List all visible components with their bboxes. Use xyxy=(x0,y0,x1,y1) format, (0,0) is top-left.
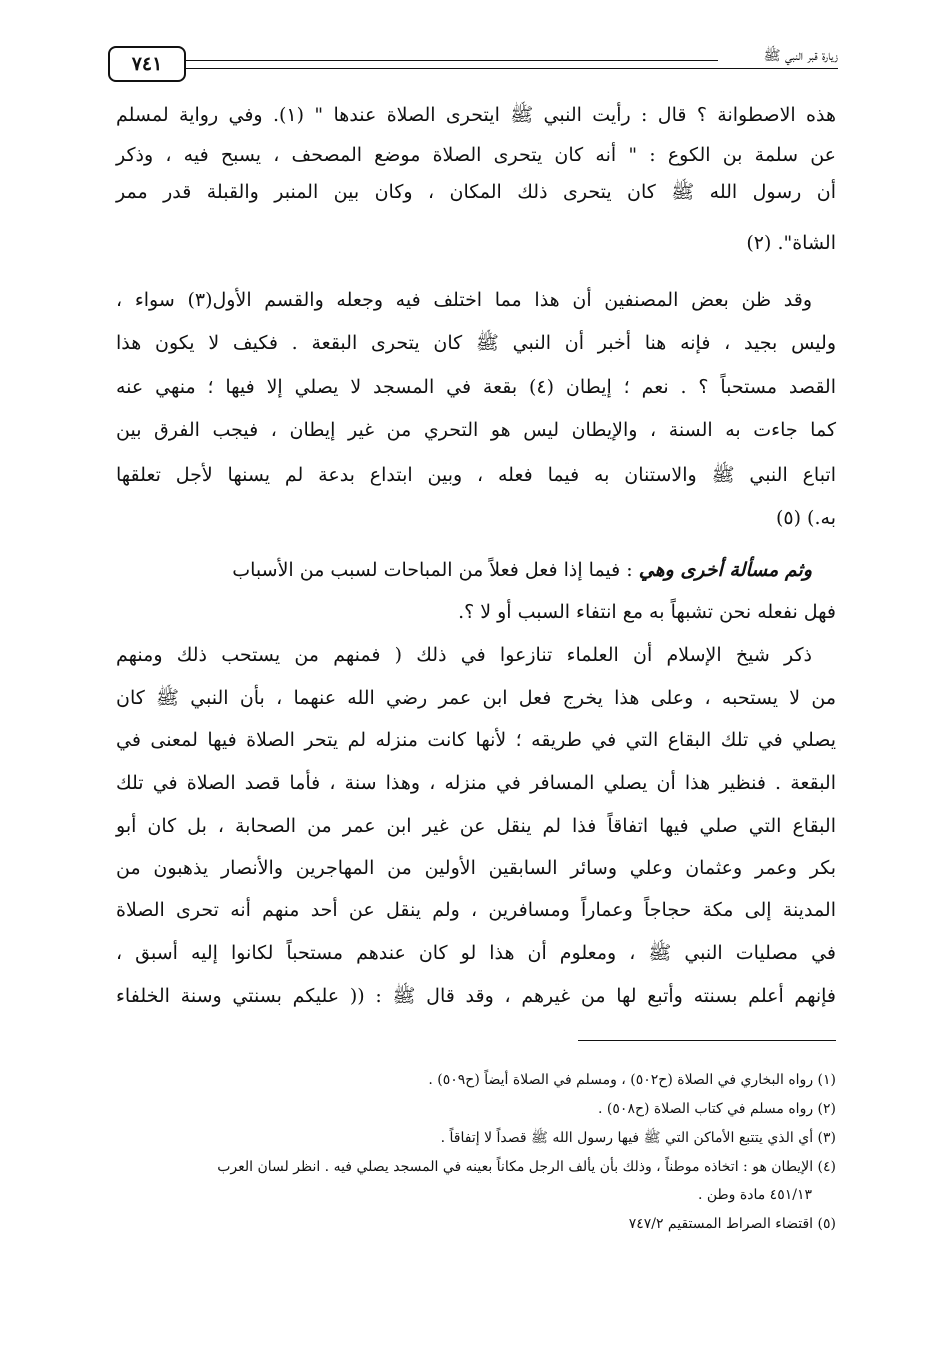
text-line: أن رسول الله ﷺ كان يتحرى ذلك المكان ، وكان بين المنبر والقبلة قدر ممر xyxy=(116,181,836,203)
text-line: البقعة . فنظير هذا أن يصلي المسافر في منزله ، وهذا سنة ، فأما قصد الصلاة في تلك xyxy=(116,772,836,794)
text-line: من لا يستحبه ، وعلى هذا يخرج فعل ابن عمر رضي الله عنهما ، بأن النبي ﷺ كان xyxy=(116,687,836,709)
footnote: (٣) أي الذي يتتبع الأماكن التي ﷺ فيها رسول الله ﷺ قصداً لا إتفاقاً . xyxy=(440,1130,836,1146)
text-line: البقاع التي صلي فيها اتفاقاً فذا لم ينقل عن غير ابن عمر من الصحابة ، بل كان أبو xyxy=(116,815,836,837)
text-span: : فيما إذا فعل فعلاً من المباحات لسبب من الأسباب xyxy=(232,559,639,581)
header-rule xyxy=(186,60,718,61)
footnote: (٢) رواه مسلم في كتاب الصلاة (ح٥٠٨) . xyxy=(598,1101,836,1117)
text-line xyxy=(116,555,836,585)
text-line: يصلي في تلك البقاع التي في طريقه ؛ لأنها كانت منزله لم يتحر الصلاة فيها لمعنى في xyxy=(116,729,836,751)
header-rule-lower xyxy=(186,68,838,69)
text-line: فهل نفعله نحن تشبهاً به مع انتفاء السبب أو لا ؟. xyxy=(458,601,836,623)
text-line: اتباع النبي ﷺ والاستنان به فيما فعله ، وبين ابتداع بدعة لم يسنها لأجل تعلقها xyxy=(116,464,836,486)
text-line: المدينة إلى مكة حجاجاً وعماراً ومسافرين ، ولم ينقل عن أحد منهم أنه تحرى الصلاة xyxy=(116,899,836,921)
text-line: في مصليات النبي ﷺ ، ومعلوم أن هذا لو كان عندهم مستحباً لكانوا إليه أسبق ، xyxy=(116,942,836,964)
running-title: زيارة قبر النبي ﷺ xyxy=(763,48,838,64)
text-line: به.) (٥) xyxy=(775,507,836,529)
text-line: ذكر شيخ الإسلام أن العلماء تنازعوا في ذلك ( فمنهم من يستحب ذلك ومنهم xyxy=(116,644,812,666)
footnote: (١) رواه البخاري في الصلاة (ح٥٠٢) ، ومسلم في الصلاة أيضاً (ح٥٠٩) . xyxy=(428,1072,836,1088)
text-line: عن سلمة بن الكوع : " أنه كان يتحرى الصلاة موضع المصحف ، يسبح فيه ، وذكر xyxy=(116,144,836,166)
text-line: فإنهم أعلم بسنته وأتبع لها من غيرهم ، وقد قال ﷺ : (( عليكم بسنتي وسنة الخلفاء xyxy=(116,985,836,1007)
text-line: الشاة". (٢) xyxy=(746,232,836,254)
footnote-continuation: ٤٥١/١٣ مادة وطن . xyxy=(697,1187,812,1203)
text-line: هذه الاصطوانة ؟ قال : رأيت النبي ﷺ ايتحرى الصلاة عندها " (١). وفي رواية لمسلم xyxy=(116,104,836,126)
footnote: (٥) اقتضاء الصراط المستقيم ٧٤٧/٢ xyxy=(628,1216,836,1232)
text-line: القصد مستحباً ؟ . نعم ؛ إيطان (٤) بقعة في المسجد لا يصلي إلا فيها ؛ منهي عنه xyxy=(116,376,836,398)
issue-heading: وثم مسألة أخرى وهي xyxy=(638,559,812,581)
footnote-separator xyxy=(578,1040,836,1041)
page-number: ٧٤١ xyxy=(108,46,186,82)
footnote: (٤) الإيطان هو : اتخاذه موطناً ، وذلك بأن يألف الرجل مكاناً بعينه في المسجد يصلي فيه . انظر لسان العرب xyxy=(217,1159,836,1175)
text-line: كما جاءت به السنة ، والإيطان ليس هو التحري من غير إيطان ، فيجب الفرق بين xyxy=(116,419,836,441)
text-line: وليس بجيد ، فإنه هنا أخبر أن النبي ﷺ كان يتحرى البقعة . فكيف لا يكون هذا xyxy=(116,332,836,354)
text-line: بكر وعمر وعثمان وعلي وسائر السابقين الأولين من المهاجرين والأنصار يذهبون من xyxy=(116,857,836,879)
text-line: وقد ظن بعض المصنفين أن هذا مما اختلف فيه وجعله والقسم الأول(٣) سواء ، xyxy=(116,289,812,311)
page-header xyxy=(108,46,838,82)
